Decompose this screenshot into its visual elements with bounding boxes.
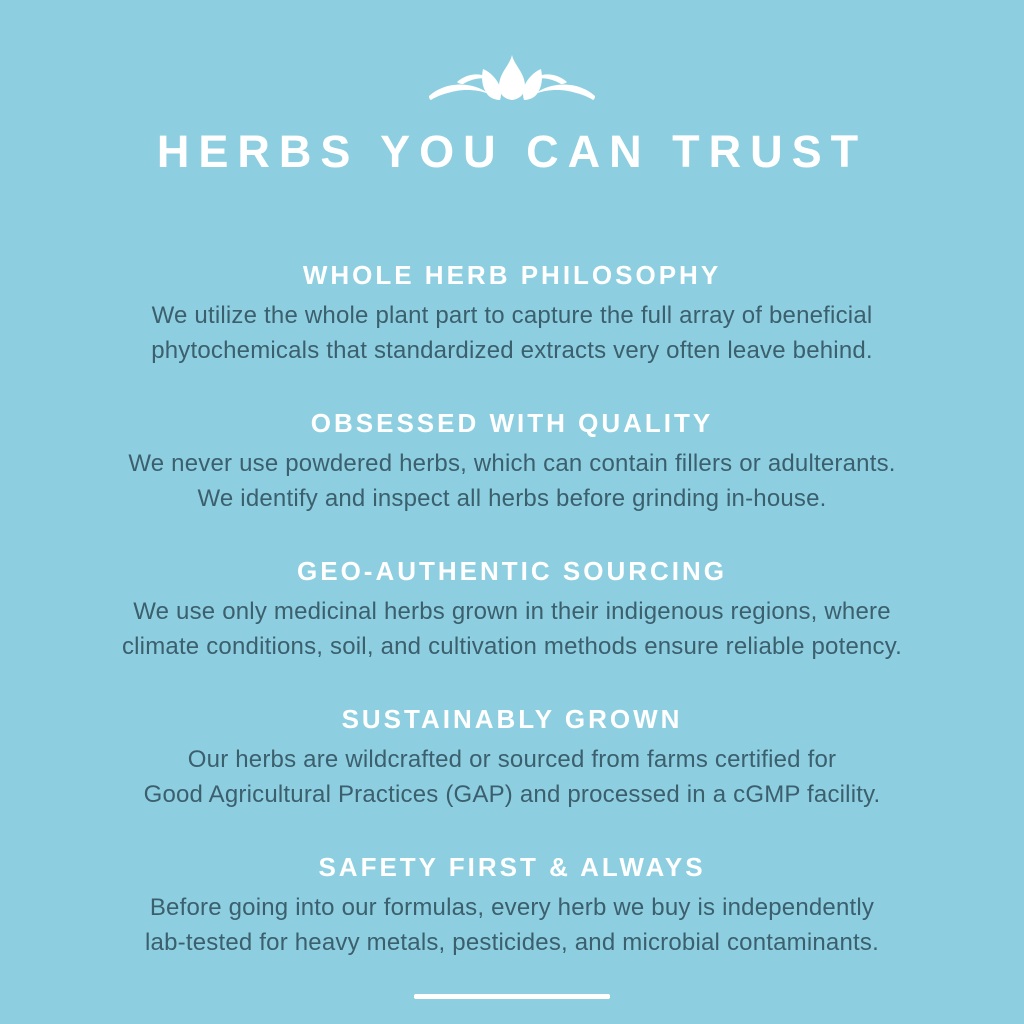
body-line: We identify and inspect all herbs before grinding in-house. xyxy=(197,485,827,513)
section-heading: WHOLE HERB PHILOSOPHY xyxy=(302,260,722,291)
section-safety-first-always xyxy=(32,852,992,960)
section-obsessed-with-quality xyxy=(32,408,992,516)
body-line: lab-tested for heavy metals, pesticides, and microbial contaminants. xyxy=(145,929,879,957)
body-line: We use only medicinal herbs grown in their indigenous regions, where xyxy=(133,598,891,626)
body-line: Good Agricultural Practices (GAP) and processed in a cGMP facility. xyxy=(143,781,881,809)
section-heading: GEO-AUTHENTIC SOURCING xyxy=(297,556,727,587)
body-line: Our herbs are wildcrafted or sourced from farms certified for xyxy=(187,746,837,774)
divider-line xyxy=(414,994,610,999)
body-line: phytochemicals that standardized extracts very often leave behind. xyxy=(151,337,873,365)
body-line: climate conditions, soil, and cultivation methods ensure reliable potency. xyxy=(121,633,903,661)
section-body xyxy=(32,594,992,664)
lotus-flourish-icon xyxy=(427,54,597,108)
section-geo-authentic-sourcing xyxy=(32,556,992,664)
section-sustainably-grown xyxy=(32,704,992,812)
section-body xyxy=(32,742,992,812)
section-body xyxy=(32,298,992,368)
body-line: We never use powdered herbs, which can contain fillers or adulterants. xyxy=(128,450,896,478)
section-heading: OBSESSED WITH QUALITY xyxy=(310,408,714,439)
page-title: HERBS YOU CAN TRUST xyxy=(156,126,868,177)
section-heading: SAFETY FIRST & ALWAYS xyxy=(318,852,706,883)
body-line: We utilize the whole plant part to capture the full array of beneficial xyxy=(151,302,873,330)
section-body xyxy=(32,446,992,516)
section-whole-herb-philosophy xyxy=(32,260,992,368)
body-line: Before going into our formulas, every herb we buy is independently xyxy=(149,894,875,922)
section-body xyxy=(32,890,992,960)
section-heading: SUSTAINABLY GROWN xyxy=(341,704,683,735)
